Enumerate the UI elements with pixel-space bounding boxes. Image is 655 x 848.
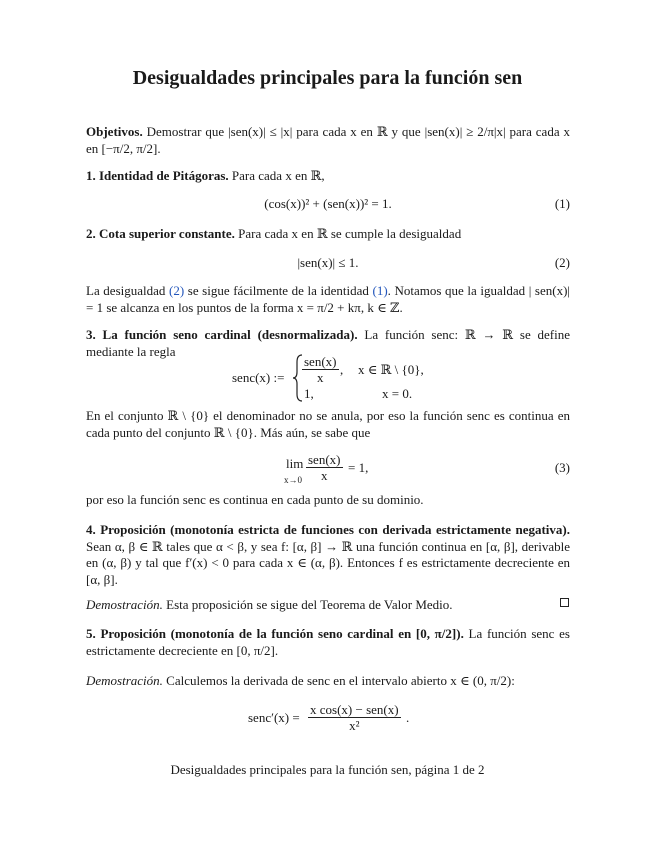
section-5-proof-text: Calculemos la derivada de senc en el intervalo abierto x ∈ (0, π/2): — [166, 673, 515, 688]
objectives-paragraph — [86, 124, 570, 157]
objectives-text: Demostrar que |sen(x)| ≤ |x| para cada x en ℝ y que |sen(x)| ≥ 2/π|x| para cada x en [−π/2, π/2]. — [86, 124, 570, 156]
page-footer: Desigualdades principales para la función sen, página 1 de 2 — [170, 762, 485, 777]
limit-numerator: sen(x) — [308, 452, 341, 467]
derivative-end: . — [406, 710, 410, 725]
limit-rhs: = 1, — [348, 460, 369, 475]
section-1-heading: 1. Identidad de Pitágoras. — [86, 168, 229, 183]
section-5-paragraph — [86, 626, 570, 659]
section-5-proof — [86, 673, 570, 690]
equation-1-body: (cos(x))² + (sen(x))² = 1. — [264, 196, 392, 211]
equation-3-number: (3) — [554, 460, 570, 475]
section-4-text: Sean α, β ∈ ℝ tales que α < β, y sea f: [α, β] → ℝ una función continua en [α, β], derivable en (α, β) y tal que f′(x) < 0 para cada x ∈ (α, β). Entonces f es estrictamente decreciente en [α, β]. — [86, 538, 570, 587]
section-2-after-a: La desigualdad — [86, 283, 166, 298]
section-1-text: Para cada x en ℝ, — [231, 168, 325, 183]
limit-operator: lim — [286, 456, 304, 471]
case-1-fraction — [302, 354, 339, 385]
section-3-after-paragraph: En el conjunto ℝ \ {0} el denominador no se anula, por eso la función senc es continua en cada punto del conjunto ℝ \ {0}. Más aún, se sabe que — [86, 408, 570, 440]
equation-1-number: (1) — [554, 196, 570, 211]
section-2-heading: 2. Cota superior constante. — [86, 226, 235, 241]
section-2-after-paragraph — [86, 283, 570, 316]
limit-denominator: x — [321, 468, 328, 483]
section-1-paragraph — [86, 168, 570, 185]
derivative-numerator: x cos(x) − sen(x) — [310, 702, 399, 717]
case-1-denominator: x — [317, 370, 324, 385]
section-2-text: Para cada x en ℝ se cumple la desigualdad — [238, 226, 462, 241]
section-4-proof — [86, 597, 570, 614]
senc-definition-lhs: senc(x) := — [232, 370, 285, 385]
section-3-text: La función senc: ℝ → ℝ se define mediante la regla — [86, 327, 570, 359]
equation-2-body: |sen(x)| ≤ 1. — [297, 255, 359, 270]
section-5-text: La función senc es estrictamente decreciente en [0, π/2]. — [86, 626, 570, 658]
section-3-heading: 3. La función seno cardinal (desnormalizada). — [86, 327, 358, 342]
section-4-proof-text: Esta proposición se sigue del Teorema de Valor Medio. — [166, 597, 453, 612]
section-2-paragraph — [86, 226, 570, 243]
case-2-condition: x = 0. — [382, 386, 413, 401]
case-1-numerator: sen(x) — [304, 354, 337, 369]
section-5-proof-label: Demostración. — [86, 673, 163, 688]
derivative-equation — [86, 700, 570, 736]
section-2-after-c: . Notamos que la igualdad | sen(x)| = 1 se alcanza en los puntos de la forma x = π/2 + kπ, k ∈ ℤ. — [86, 283, 571, 315]
case-1-condition: x ∈ ℝ \ {0}, — [358, 362, 424, 377]
section-3-after2-paragraph: por eso la función senc es continua en cada punto de su dominio. — [86, 492, 424, 507]
equation-2-number: (2) — [554, 255, 570, 270]
equation-3 — [86, 450, 570, 488]
senc-definition: senc(x) := sen(x) x , x ∈ ℝ \ {0}, 1, x = 0. — [232, 354, 424, 401]
page-title: Desigualdades principales para la función sen — [132, 67, 523, 89]
derivative-fraction — [308, 702, 401, 733]
qed-box-icon — [560, 598, 569, 607]
section-5-heading: 5. Proposición (monotonía de la función seno cardinal en [0, π/2]). — [86, 626, 464, 641]
section-4-paragraph — [86, 522, 570, 588]
section-4-proof-label: Demostración. — [86, 597, 163, 612]
section-2-after-b: se sigue fácilmente de la identidad — [187, 283, 369, 298]
derivative-denominator: x² — [349, 718, 360, 733]
limit-subscript: x→0 — [284, 475, 302, 485]
equation-1-ref-link[interactable]: (1) — [372, 283, 388, 298]
equation-2 — [86, 255, 570, 275]
case-2-value: 1, — [304, 386, 314, 401]
limit-fraction — [306, 452, 343, 483]
objectives-label: Objetivos. — [86, 124, 143, 139]
derivative-lhs: senc′(x) = — [248, 710, 300, 725]
equation-2-ref-link[interactable]: (2) — [169, 283, 185, 298]
section-4-heading: 4. Proposición (monotonía estricta de funciones con derivada estrictamente negativa). — [86, 522, 570, 537]
equation-1 — [86, 196, 570, 216]
